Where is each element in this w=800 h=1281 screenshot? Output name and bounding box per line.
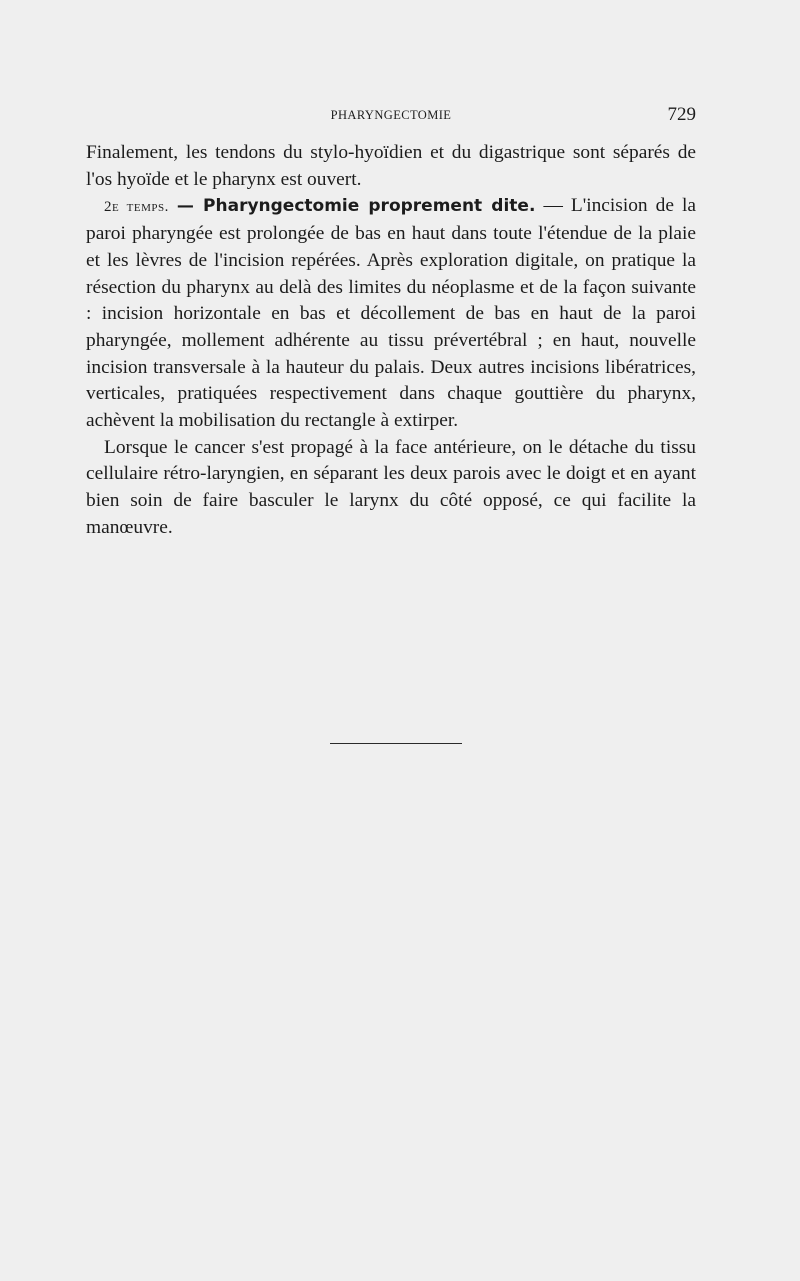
section-heading: — Pharyngectomie proprement dite. bbox=[176, 196, 536, 217]
paragraph-1: Finalement, les tendons du stylo-hyoïdien et du digastrique sont séparés de l'os hyoïde et le pharynx est ouvert. bbox=[86, 142, 696, 190]
running-title: PHARYNGECTOMIE bbox=[330, 108, 452, 122]
paragraph-2-body: — L'incision de la paroi pharyngée est prolongée de bas en haut dans toute l'étendue de la plaie et les lèvres de l'incision repérées. Après exploration digitale, on pratique la résection du pharynx au delà des limites du néoplasme et de la façon suivante : incision horizontale en bas et décollement de bas en haut de la paroi pharyngée, mollement adhérente au tissu prévertébral ; en haut, nouvelle incision transversale à la hauteur du palais. Deux autres incisions libératrices, verticales, pratiquées respectivement dans chaque gouttière du pharynx, achèvent la mobilisation du rectangle à extirper. bbox=[86, 195, 696, 432]
section-divider bbox=[330, 743, 462, 744]
paragraph-2 bbox=[86, 193, 696, 434]
step-label: 2e temps. bbox=[104, 199, 169, 216]
page-number: 729 bbox=[667, 104, 696, 125]
paragraph-3: Lorsque le cancer s'est propagé à la face antérieure, on le détache du tissu cellulaire rétro-laryngien, en séparant les deux parois avec le doigt et en ayant bien soin de faire basculer le larynx du côté opposé, ce qui facilite la manœuvre. bbox=[86, 436, 696, 538]
body-text bbox=[86, 140, 696, 542]
running-head bbox=[86, 104, 696, 128]
